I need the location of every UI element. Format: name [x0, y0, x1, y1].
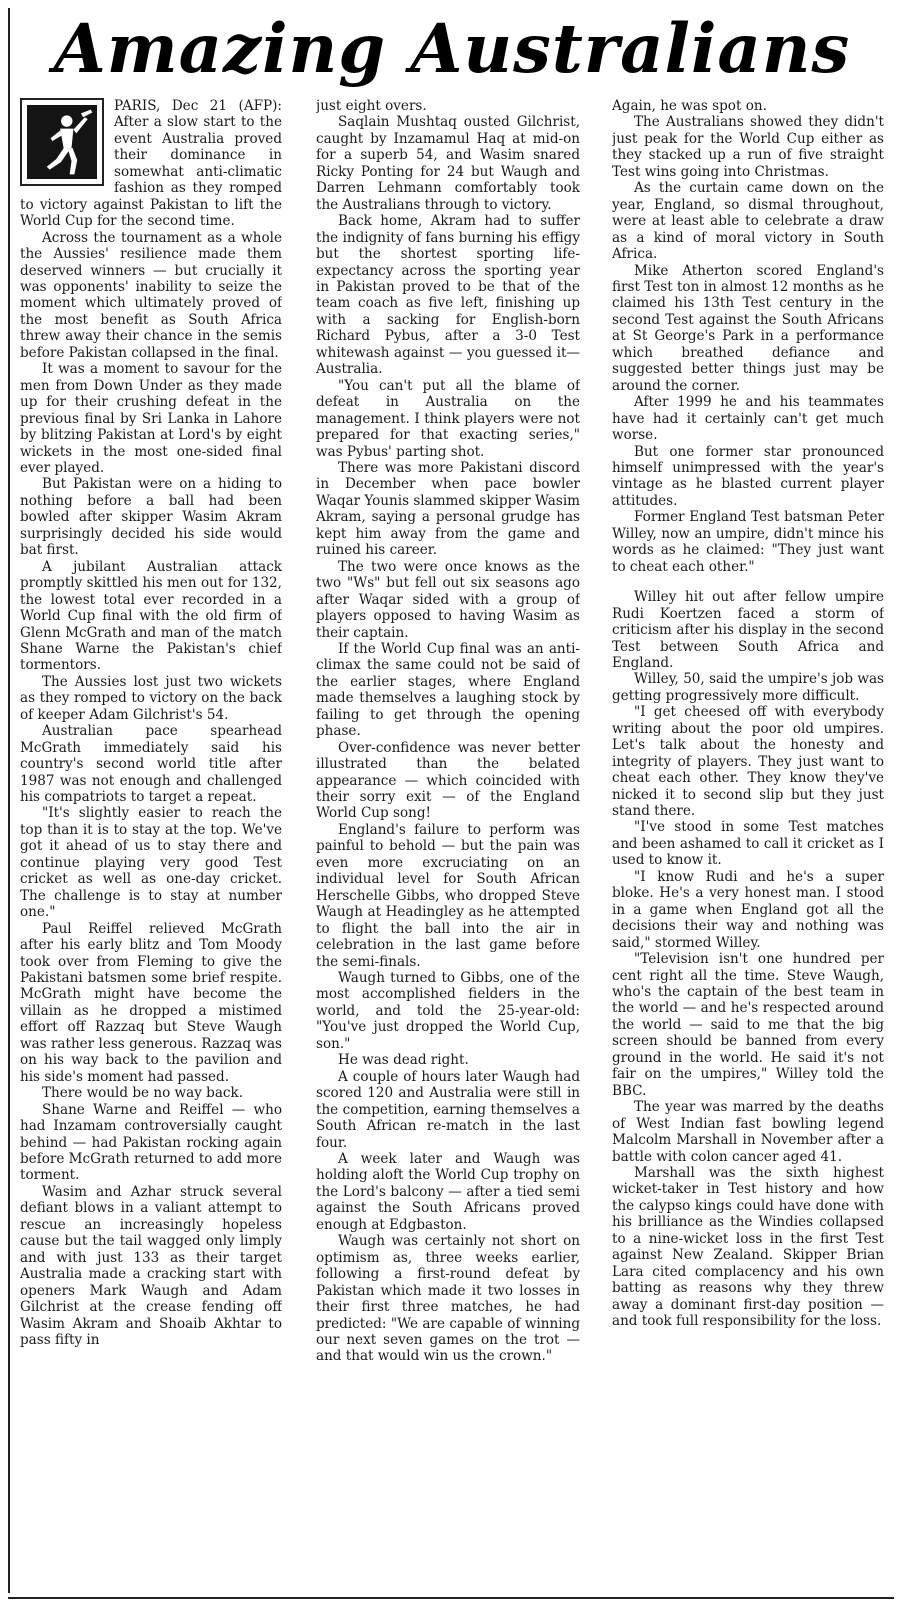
- paragraph: The year was marred by the deaths of West Indian fast bowling legend Malcolm Marshall in November after a battle with colon cancer aged 41.: [612, 1099, 884, 1165]
- paragraph: It was a moment to savour for the men from Down Under as they made up for their crushing defeat in the previous final by Sri Lanka in Lahore by blitzing Pakistan at Lord's by eight wickets in the most one-sided final ever played.: [20, 361, 282, 476]
- cricket-batsman-icon: [20, 98, 104, 186]
- paragraph: "Television isn't one hundred per cent right all the time. Steve Waugh, who's the captain of the best team in the world — and he's respected around the world — said to me that the big screen should be banned from every ground in the world. He said it's not fair on the umpires," Willey told the BBC.: [612, 951, 884, 1099]
- paragraph: Willey, 50, said the umpire's job was getting progressively more difficult.: [612, 671, 884, 704]
- paragraph: Australian pace spearhead McGrath immediately said his country's second world title after 1987 was not enough and challenged his compatriots to target a repeat.: [20, 723, 282, 806]
- paragraph: Mike Atherton scored England's first Test ton in almost 12 months as he claimed his 13th Test century in the second Test against the South Africans at St George's Park in a performance which breathed defiance and suggested better things just may be around the corner.: [612, 262, 884, 394]
- paragraph: A week later and Waugh was holding aloft the World Cup trophy on the Lord's balcony — after a tied semi against the South Africans proved enough at Edgbaston.: [316, 1151, 580, 1233]
- paragraph: The Aussies lost just two wickets as they romped to victory on the back of keeper Adam Gilchrist's 54.: [20, 673, 282, 723]
- paragraph: He was dead right.: [338, 1052, 469, 1069]
- paragraph: Shane Warne and Reiffel — who had Inzamam controversially caught behind — had Pakistan rocking again before McGrath returned to add more torment.: [20, 1101, 282, 1184]
- paragraph: The Australians showed they didn't just peak for the World Cup either as they stacked up a run of five straight Test wins going into Christmas.: [612, 114, 884, 180]
- paragraph: Waugh was certainly not short on optimism as, three weeks earlier, following a first-round defeat by Pakistan which made it two losses in their first three matches, he had predicted: "We are capable of winning our next seven games on the trot — and that would win us the crown.": [316, 1233, 580, 1365]
- paragraph: Former England Test batsman Peter Willey, now an umpire, didn't mince his words as he claimed: "They just want to cheat each other.": [612, 509, 884, 575]
- paragraph: Waugh turned to Gibbs, one of the most accomplished fielders in the world, and told the 25-year-old: "You've just dropped the World Cup, son.": [316, 970, 580, 1052]
- paragraph: Paul Reiffel relieved McGrath after his early blitz and Tom Moody took over from Fleming to give the Pakistani batsmen some brief respite. McGrath might have become the villain as he dropped a mistimed effort off Razzaq but Steve Waugh was rather less generous. Razzaq was on his way back to the pavilion and his side's moment had passed.: [20, 920, 282, 1085]
- paragraph: "I get cheesed off with everybody writing about the poor old umpires. Let's talk about the honesty and integrity of players. They just want to cheat each other. They know they've nicked it to second slip but they just stand there.: [612, 704, 884, 820]
- paragraph: Saqlain Mushtaq ousted Gilchrist, caught by Inzamamul Haq at mid-on for a superb 54, and Wasim snared Ricky Ponting for 24 but Waugh and Darren Lehmann comfortably took the Australians through to victory.: [316, 114, 580, 213]
- paragraph: Back home, Akram had to suffer the indignity of fans burning his effigy but the shortest sporting life-expectancy across the sporting year in Pakistan proved to be that of the team coach as five left, finishing up with a sacking for English-born Richard Pybus, after a 3-0 Test whitewash against — you guessed it— Australia.: [316, 213, 580, 378]
- paragraph: After 1999 he and his teammates have had it certainly can't get much worse.: [612, 394, 884, 444]
- paragraph: Again, he was spot on.: [612, 98, 767, 114]
- column-2-text: [316, 98, 580, 1365]
- cricket-batsman-svg: [22, 100, 102, 184]
- paragraph: Wasim and Azhar struck several defiant blows in a valiant attempt to rescue an increasingly hopeless cause but the tail wagged only limply and with just 133 as their target Australia made a cracking start with openers Mark Waugh and Adam Gilchrist at the crease fending off Wasim Akram and Shoaib Akhtar to pass fifty in: [20, 1183, 282, 1348]
- paragraph: As the curtain came down on the year, England, so dismal throughout, were at least able to celebrate a draw as a kind of moral victory in South Africa.: [612, 180, 884, 263]
- paragraph: England's failure to perform was painful to behold — but the pain was even more excruciating on an individual level for South African Herschelle Gibbs, who dropped Steve Waugh at Headingley as he attempted to flight the ball into the air in celebration in the last game before the semi-finals.: [316, 821, 580, 970]
- article-column-2: [316, 98, 580, 1591]
- paragraph: There would be no way back.: [42, 1085, 244, 1102]
- paragraph: "I know Rudi and he's a super bloke. He's a very honest man. I stood in a game when England got all the decisions their way and nothing was said," stormed Willey.: [612, 868, 884, 951]
- column-1-text: [20, 98, 282, 1348]
- paragraph: Over-confidence was never better illustrated than the belated appearance — which coincided with their sorry exit — of the England World Cup song!: [316, 739, 580, 822]
- paragraph: The two were once knows as the two "Ws" but fell out six seasons ago after Waqar sided with a group of players opposed to having Wasim as their captain.: [316, 558, 580, 641]
- paragraph: There was more Pakistani discord in December when pace bowler Waqar Younis slammed skipper Wasim Akram, saying a personal grudge has kept him away from the game and ruined his career.: [316, 459, 580, 559]
- article-column-3: [612, 98, 884, 1591]
- paragraph: PARIS, Dec 21 (AFP): After a slow start to the event Australia proved their dominance in somewhat anti-climatic fashion as they romped to victory against Pakistan to lift the World Cup for the second time.: [20, 98, 282, 230]
- headline: Amazing Australians: [53, 9, 851, 88]
- left-border-rule: [8, 8, 10, 1593]
- paragraph: "It's slightly easier to reach the top than it is to stay at the top. We've got it ahead of us to stay there and continue playing very good Test cricket as well as one-day cricket. The challenge is to stay at number one.": [20, 805, 282, 921]
- paragraph: But Pakistan were on a hiding to nothing before a ball had been bowled after skipper Wasim Akram surprisingly decided his side would bat first.: [20, 476, 282, 559]
- paragraph: "You can't put all the blame of defeat in Australia on the management. I think players were not prepared for that exacting series," was Pybus' parting shot.: [316, 377, 580, 460]
- paragraph: "I've stood in some Test matches and been ashamed to call it cricket as I used to know it.: [612, 819, 884, 869]
- paragraph: A jubilant Australian attack promptly skittled his men out for 132, the lowest total ever recorded in a World Cup final with the old firm of Glenn McGrath and man of the match Shane Warne the Pakistan's chief tormentors.: [20, 558, 282, 674]
- paragraph: If the World Cup final was an anti-climax the same could not be said of the earlier stages, where England made themselves a laughing stock by failing to get through the opening phase.: [316, 640, 580, 740]
- bottom-border-rule: [8, 1597, 894, 1599]
- column-3-text: [612, 98, 884, 1330]
- paragraph: Marshall was the sixth highest wicket-taker in Test history and how the calypso kings could have done with his brilliance as the Windies collapsed to a nine-wicket loss in the first Test against New Zealand. Skipper Brian Lara cited complacency and his own batting as reasons why they threw away a dominant first-day position — and took full responsibility for the loss.: [612, 1165, 884, 1330]
- paragraph: A couple of hours later Waugh had scored 120 and Australia were still in the competition, earning themselves a South African re-match in the last four.: [316, 1068, 580, 1151]
- paragraph: just eight overs.: [316, 98, 427, 114]
- paragraph: Across the tournament as a whole the Aussies' resilience made them deserved winners — but crucially it was opponents' inability to seize the moment which ultimately proved of the most benefit as South Africa threw away their chance in the semis before Pakistan collapsed in the final.: [20, 229, 282, 361]
- article-column-1: [20, 98, 282, 1591]
- paragraph: But one former star pronounced himself unimpressed with the year's vintage as he blasted current player attitudes.: [612, 443, 884, 509]
- paragraph: Willey hit out after fellow umpire Rudi Koertzen faced a storm of criticism after his display in the second Test between South Africa and England.: [612, 589, 884, 671]
